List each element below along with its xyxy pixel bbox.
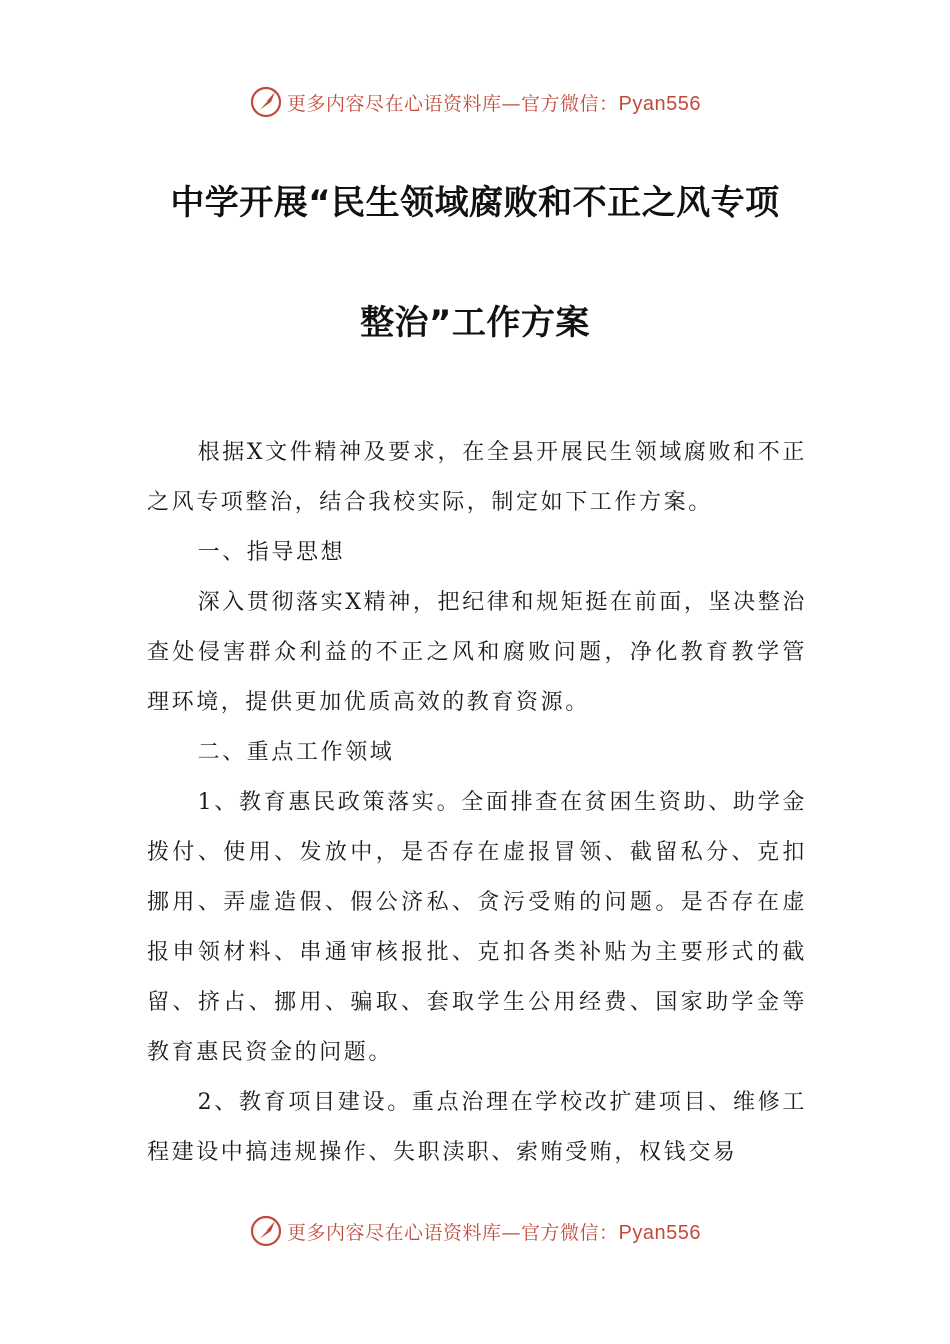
section-heading-guiding-ideology: 一、指导思想	[197, 540, 346, 565]
document-body	[147, 428, 807, 1178]
quill-logo-icon	[249, 85, 283, 119]
key-area-2-paragraph: 2、教育项目建设。重点治理在学校改扩建项目、维修工程建设中搞违规操作、失职渎职、索贿受贿，权钱交易	[147, 1090, 807, 1165]
footer-watermark	[0, 1213, 950, 1249]
quill-logo-icon	[249, 1214, 283, 1248]
document-title-line-1: 中学开展“民生领域腐败和不正之风专项	[170, 183, 780, 223]
watermark-text: 更多内容尽在心语资料库—官方微信：Pyan556	[287, 92, 701, 115]
intro-paragraph: 根据X文件精神及要求，在全县开展民生领域腐败和不正之风专项整治，结合我校实际，制定如下工作方案。	[147, 440, 807, 515]
section-heading-key-areas: 二、重点工作领域	[197, 740, 395, 765]
header-watermark	[0, 84, 950, 120]
key-area-1-paragraph: 1、教育惠民政策落实。全面排查在贫困生资助、助学金拨付、使用、发放中，是否存在虚报冒领、截留私分、克扣挪用、弄虚造假、假公济私、贪污受贿的问题。是否存在虚报申领材料、串通审核报批、克扣各类补贴为主要形式的截留、挤占、挪用、骗取、套取学生公用经费、国家助学金等教育惠民资金的问题。	[147, 790, 807, 1065]
guiding-ideology-paragraph: 深入贯彻落实X精神，把纪律和规矩挺在前面，坚决整治查处侵害群众利益的不正之风和腐败问题，净化教育教学管理环境，提供更加优质高效的教育资源。	[147, 590, 807, 715]
watermark-text: 更多内容尽在心语资料库—官方微信：Pyan556	[287, 1221, 701, 1244]
document-title-line-2: 整治”工作方案	[360, 303, 590, 343]
